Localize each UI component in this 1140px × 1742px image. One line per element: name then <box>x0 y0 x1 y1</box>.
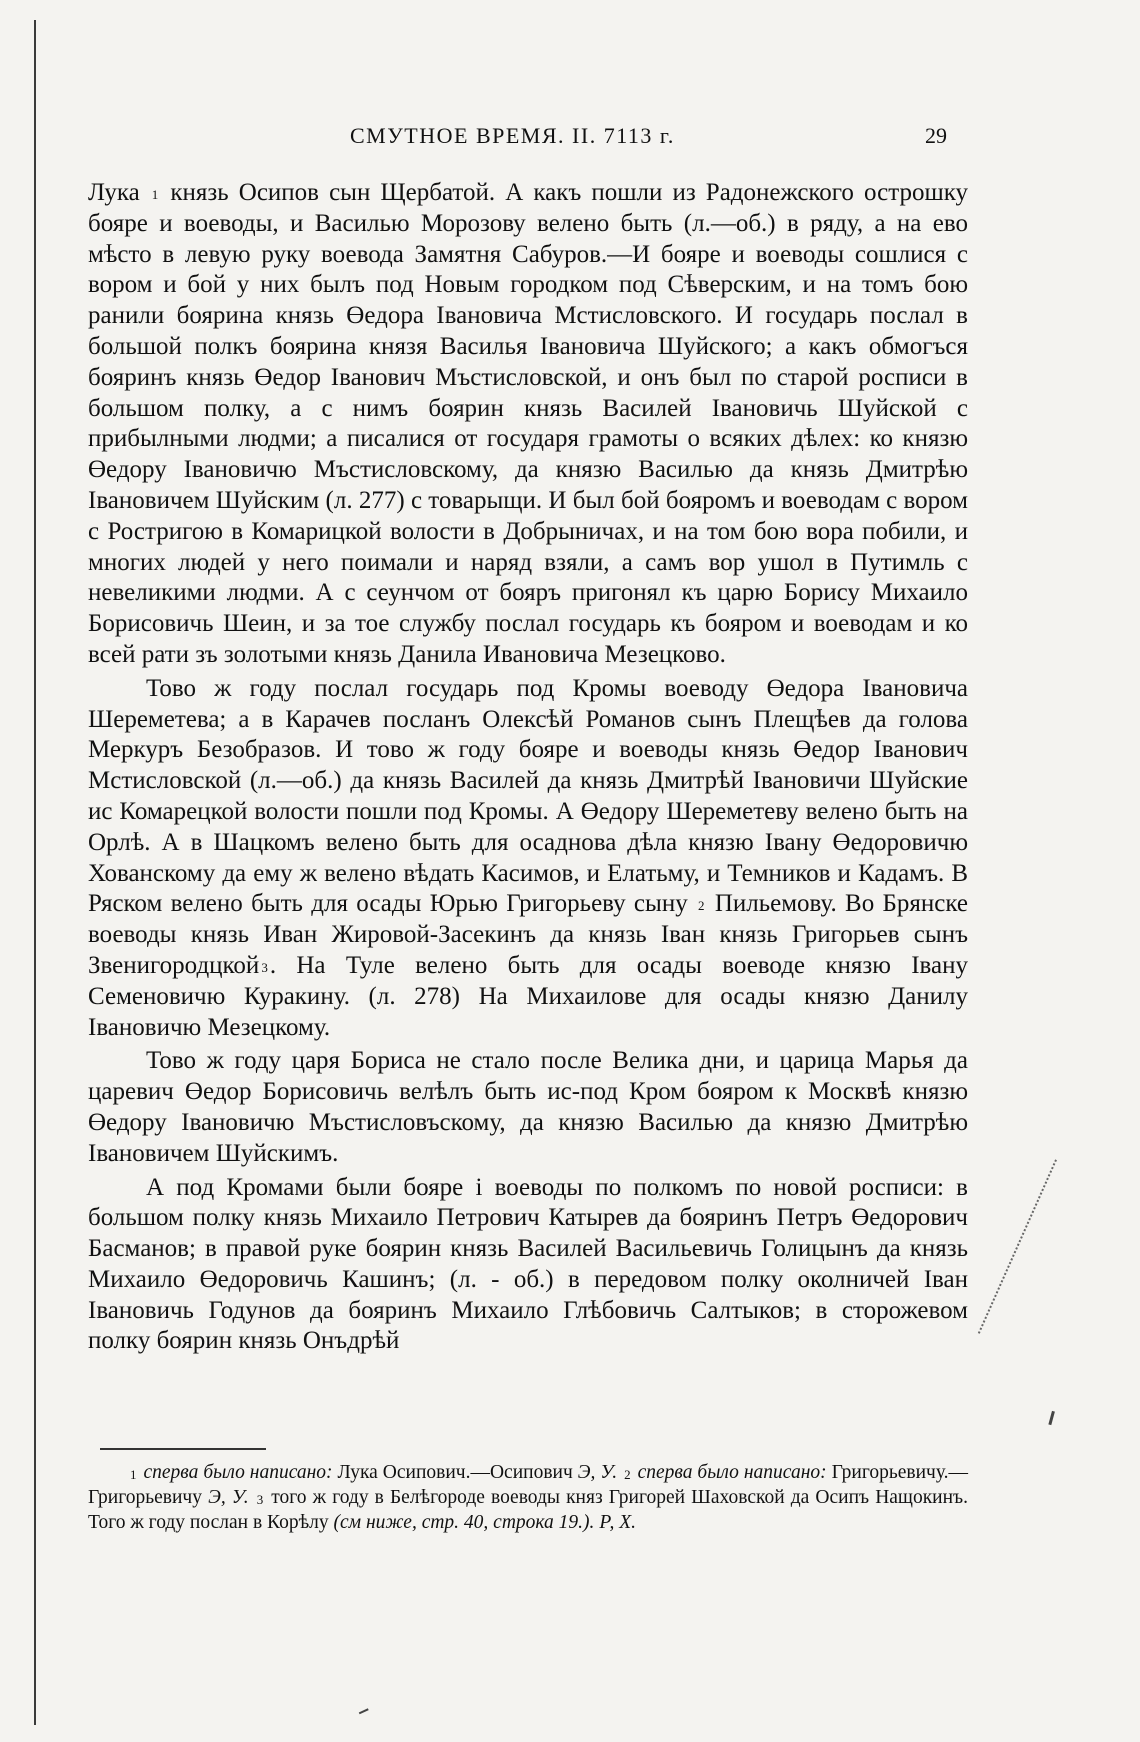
paragraph-2-text-c: . На Туле велено быть для осады воеводе князю Івану Семеновичю Куракину. (л. 278) На Михаилове для осады князю Данилу Івановичю Мезецкому. <box>88 951 968 1041</box>
footnote-3-italic: (см ниже, стр. 40, строка 19.). <box>333 1512 595 1533</box>
paragraph-2-text-a: Тово ж году послал государь под Кромы воеводу Өедора Івановича Шереметева; а в Карачев посланъ Олексѣй Романов сынъ Плещѣев да голова Меркуръ Безобразов. И тово ж году бояре и воеводы князь Өедор Іванович Мстисловской (л.—об.) да князь Василей да князь Дмитрѣй Івановичи Шуйские ис Комарецкой волости пошли под Кромы. А Өедору Шереметеву велено быть на Орлѣ. А в Шацкомъ велено быть для осаднова дѣла князю Івану Өедоровичю Хованскому да ему ж велено вѣдать Касимов, и Елатьму, и Темников и Кадамъ. В Ряском велено быть для осады Юрью Григорьеву сыну <box>88 674 968 918</box>
footnote-1-italic: сперва было написано: <box>143 1462 333 1483</box>
footnote-block <box>88 1460 968 1535</box>
paragraph-1-text: князь Осипов сын Щербатой. А какъ пошли из Радонежского острошку бояре и воеводы, и Василью Морозову велено быть (л.—об.) в ряду, а на ево мѣсто в левую руку воевода Замятня Сабуров.—И бояре и воеводы сошлися с вором и бой у них былъ под Новым городком под Сѣверским, и на томъ бою ранили боярина князь Өедора Івановича Мстисловского. И государь послал в большой полкъ боярина князя Василья Івановича Шуйского; а какъ обмогъся бояринъ князь Өедор Іванович Мъстисловской, и онъ был по старой росписи в большом полку, а с нимъ боярин князь Василей Івановичь Шуйской с прибылными людми; а писалися от государя грамоты о всяких дѣлех: ко князю Өедору Івановичю Мъстисловскому, да князю Василью да князь Дмитрѣю Івановичем Шуйским (л. 277) с товарыщи. И был бой бояромъ и воеводам с вором с Ростригою в Комарицкой волости в Добрыничах, и на том бою вора побили, и многих людей у него поимали и наряд взяли, а самъ вор ушол в Путимль с невеликими людми. А с сеунчом от бояръ пригонял къ царю Борису Михаило Борисовичь Шеин, и за тое службу послал государь къ бояром и воеводам и ко всей рати зъ золотыми князь Данила Ивановича Мезецково. <box>88 179 969 668</box>
footnote-3-text: того ж году в Белѣгороде воеводы княз Григорей Шаховской да Осипъ Нащокинъ. Того ж году послан в Корѣлу <box>88 1487 969 1533</box>
paragraph-2-text-b: Пильемову. Во Брянске воеводы князь Иван Жировой-Засекинъ да князь Іван князь Григорьев сынъ Звенигородцкой <box>88 890 968 979</box>
footnote-ref-3: 3 <box>261 959 268 975</box>
stray-mark <box>359 1708 371 1719</box>
footnote-2-source: Э, У. <box>208 1487 249 1508</box>
page-header <box>0 123 1140 163</box>
footnote-2-mark: 2 <box>624 1467 631 1482</box>
footnote-2-italic: сперва было написано: <box>637 1462 827 1483</box>
footnote-ref-2: 2 <box>698 898 705 914</box>
page-number: 29 <box>925 123 947 148</box>
footnotes <box>88 1460 968 1535</box>
footnote-2-text: Григорьевичу.—Григорьевичу <box>88 1462 969 1508</box>
footnote-3-mark: 3 <box>256 1492 264 1507</box>
footnote-1-text: Лука Осипович.—Осипович <box>337 1462 573 1483</box>
running-title: СМУТНОЕ ВРЕМЯ. II. 7113 г. <box>350 123 675 148</box>
main-text <box>88 178 968 1357</box>
paragraph-2 <box>88 674 968 1044</box>
footnote-ref-1: 1 <box>151 187 159 202</box>
footnote-3-source: Р, Х. <box>599 1512 637 1533</box>
paragraph-4: А под Кромами были бояре і воеводы по полкомъ по новой росписи: в большом полку князь Михаило Петрович Катырев да бояринъ Петръ Өедорович Басманов; в правой руке боярин князь Василей Васильевичь Голицынъ да князь Михаило Өедоровичь Кашинъ; (л. - об.) в передовом полку околничей Іван Івановичь Годунов да бояринъ Михаило Глѣбовичь Салтыков; в сторожевом полку боярин князь Онъдрѣй <box>88 1173 968 1355</box>
pencil-mark-small <box>1048 1411 1062 1427</box>
footnote-1-mark: 1 <box>130 1467 137 1482</box>
pencil-margin-mark <box>978 1159 1058 1334</box>
paragraph-1-start: Лука <box>88 179 140 206</box>
paragraph-3: Тово ж году царя Бориса не стало после Велика дни, и царица Марья да царевич Өедор Борисовичь велѣлъ быть ис-под Кром бояром к Москвѣ князю Өедору Івановичю Мъстисловъскому, да князю Василью да князю Дмитрѣю Івановичем Шуйскимъ. <box>88 1047 968 1167</box>
paragraph-1 <box>88 178 968 671</box>
footnote-divider <box>100 1448 266 1450</box>
footnote-1-source: Э, У. <box>577 1462 618 1483</box>
page-margin-line <box>34 20 36 1725</box>
